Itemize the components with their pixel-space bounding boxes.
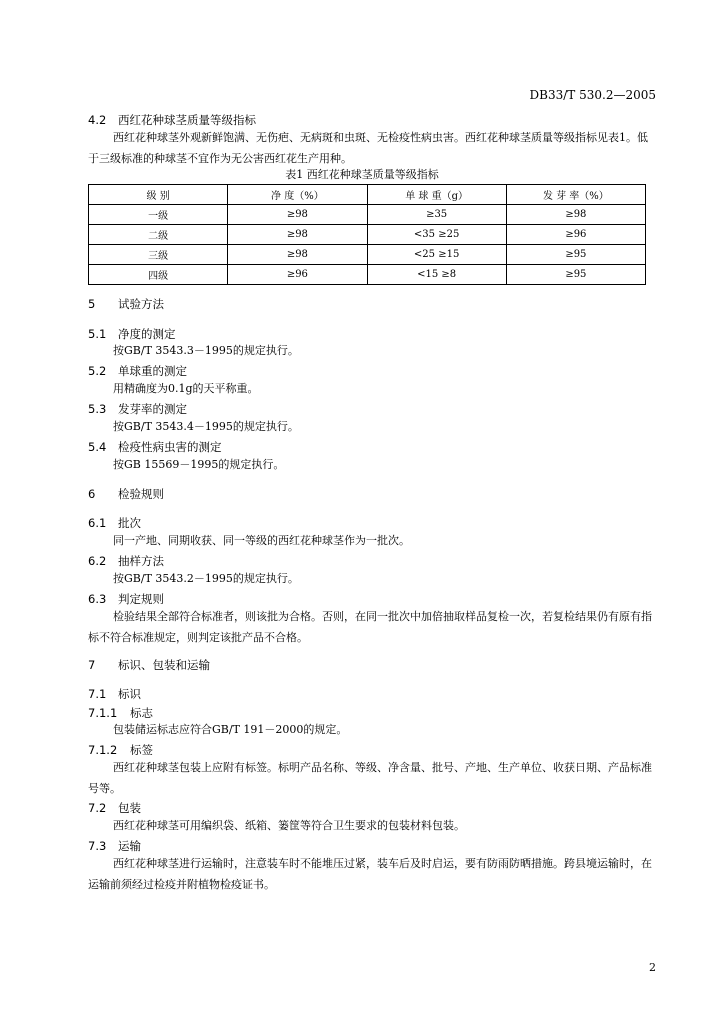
heading-6: [88, 486, 164, 502]
heading-5-3: [88, 401, 187, 417]
heading-title: 抽样方法: [118, 554, 164, 568]
paragraph-7-1-1: 包装储运标志应符合GB/T 191－2000的规定。: [113, 723, 348, 736]
heading-number: 5.1: [88, 327, 107, 341]
heading-number: 6.3: [88, 592, 107, 606]
heading-title: 标识、包装和运输: [118, 658, 210, 672]
heading-title: 西红花种球茎质量等级指标: [118, 113, 256, 127]
table-header-row: [89, 185, 646, 205]
heading-number: 7.1.2: [88, 743, 118, 757]
paragraph-7-1-2: 西红花种球茎包装上应附有标签。标明产品名称、等级、净含量、批号、产地、生产单位、收获日期、产品标准号等。: [88, 761, 652, 795]
heading-number: 5.4: [88, 440, 107, 454]
heading-title: 标志: [130, 706, 153, 720]
heading-number: 6: [88, 487, 96, 501]
heading-title: 检验规则: [118, 487, 164, 501]
table-header-cell: 发 芽 率（%）: [506, 185, 645, 205]
heading-7-1-2: [88, 742, 153, 758]
heading-number: 7.1: [88, 687, 107, 701]
paragraph-5-2: 用精确度为0.1g的天平称重。: [113, 382, 259, 395]
heading-title: 发芽率的测定: [118, 402, 187, 416]
table-row: [89, 265, 646, 285]
page-number: 2: [649, 961, 656, 974]
heading-title: 包装: [118, 801, 141, 815]
table-header-cell: 净 度（%）: [228, 185, 367, 205]
table-cell: ≥35: [367, 205, 506, 225]
table-cell: ≥95: [506, 265, 645, 285]
table-cell: 二级: [89, 225, 228, 245]
heading-title: 判定规则: [118, 592, 164, 606]
heading-6-1: [88, 515, 141, 531]
heading-number: 6.1: [88, 516, 107, 530]
grade-table: [88, 184, 646, 285]
heading-title: 标签: [130, 743, 153, 757]
heading-number: 7.3: [88, 839, 107, 853]
paragraph-6-2: 按GB/T 3543.2－1995的规定执行。: [113, 572, 299, 585]
heading-number: 5: [88, 297, 96, 311]
paragraph-5-1: 按GB/T 3543.3－1995的规定执行。: [113, 344, 299, 357]
table-row: [89, 225, 646, 245]
heading-number: 5.2: [88, 364, 107, 378]
paragraph-4-2: 西红花种球茎外观新鲜饱满、无伤疤、无病斑和虫斑、无检疫性病虫害。西红花种球茎质量等级指标见表1。低于三级标准的种球茎不宜作为无公害西红花生产用种。: [88, 131, 648, 165]
table-cell: ≥98: [228, 225, 367, 245]
heading-6-2: [88, 553, 164, 569]
heading-4-2: [88, 112, 256, 128]
heading-number: 5.3: [88, 402, 107, 416]
table-header-cell: 单 球 重（g）: [367, 185, 506, 205]
heading-5-4: [88, 439, 222, 455]
table-cell: ≥98: [228, 245, 367, 265]
heading-5: [88, 296, 164, 312]
table-header-cell: 级 别: [89, 185, 228, 205]
heading-number: 7.1.1: [88, 706, 118, 720]
heading-title: 批次: [118, 516, 141, 530]
heading-7: [88, 657, 210, 673]
paragraph-5-4: 按GB 15569－1995的规定执行。: [113, 458, 285, 471]
paragraph-6-3: 检验结果全部符合标准者，则该批为合格。否则，在同一批次中加倍抽取样品复检一次，若复检结果仍有原有指标不符合标准规定，则判定该批产品不合格。: [88, 610, 652, 644]
table-row: [89, 245, 646, 265]
heading-title: 运输: [118, 839, 141, 853]
heading-title: 标识: [118, 687, 141, 701]
heading-number: 4.2: [88, 113, 107, 127]
table-cell: ≥95: [506, 245, 645, 265]
heading-title: 试验方法: [118, 297, 164, 311]
heading-6-3: [88, 591, 164, 607]
table-title: 表1 西红花种球茎质量等级指标: [285, 168, 439, 181]
table-cell: 四级: [89, 265, 228, 285]
standard-code: DB33/T 530.2—2005: [529, 88, 656, 102]
table-cell: ≥96: [506, 225, 645, 245]
table-cell: ≥96: [228, 265, 367, 285]
heading-5-2: [88, 363, 187, 379]
heading-title: 单球重的测定: [118, 364, 187, 378]
heading-title: 净度的测定: [118, 327, 176, 341]
table-cell: ≥98: [228, 205, 367, 225]
paragraph-5-3: 按GB/T 3543.4－1995的规定执行。: [113, 420, 299, 433]
table-cell: ≥98: [506, 205, 645, 225]
paragraph-7-3: 西红花种球茎进行运输时，注意装车时不能堆压过紧，装车后及时启运，要有防雨防晒措施。跨县境运输时，在运输前须经过检疫并附植物检疫证书。: [88, 857, 652, 891]
table-cell: <15 ≥8: [367, 265, 506, 285]
heading-7-2: [88, 800, 141, 816]
heading-7-3: [88, 838, 141, 854]
table-cell: <25 ≥15: [367, 245, 506, 265]
heading-title: 检疫性病虫害的测定: [118, 440, 222, 454]
table-row: [89, 205, 646, 225]
table-cell: 三级: [89, 245, 228, 265]
heading-number: 7: [88, 658, 96, 672]
table-cell: <35 ≥25: [367, 225, 506, 245]
paragraph-6-1: 同一产地、同期收获、同一等级的西红花种球茎作为一批次。: [113, 534, 410, 547]
heading-7-1: [88, 686, 141, 702]
heading-number: 6.2: [88, 554, 107, 568]
heading-number: 7.2: [88, 801, 107, 815]
table-cell: 一级: [89, 205, 228, 225]
paragraph-7-2: 西红花种球茎可用编织袋、纸箱、篓筐等符合卫生要求的包装材料包装。: [113, 819, 465, 832]
